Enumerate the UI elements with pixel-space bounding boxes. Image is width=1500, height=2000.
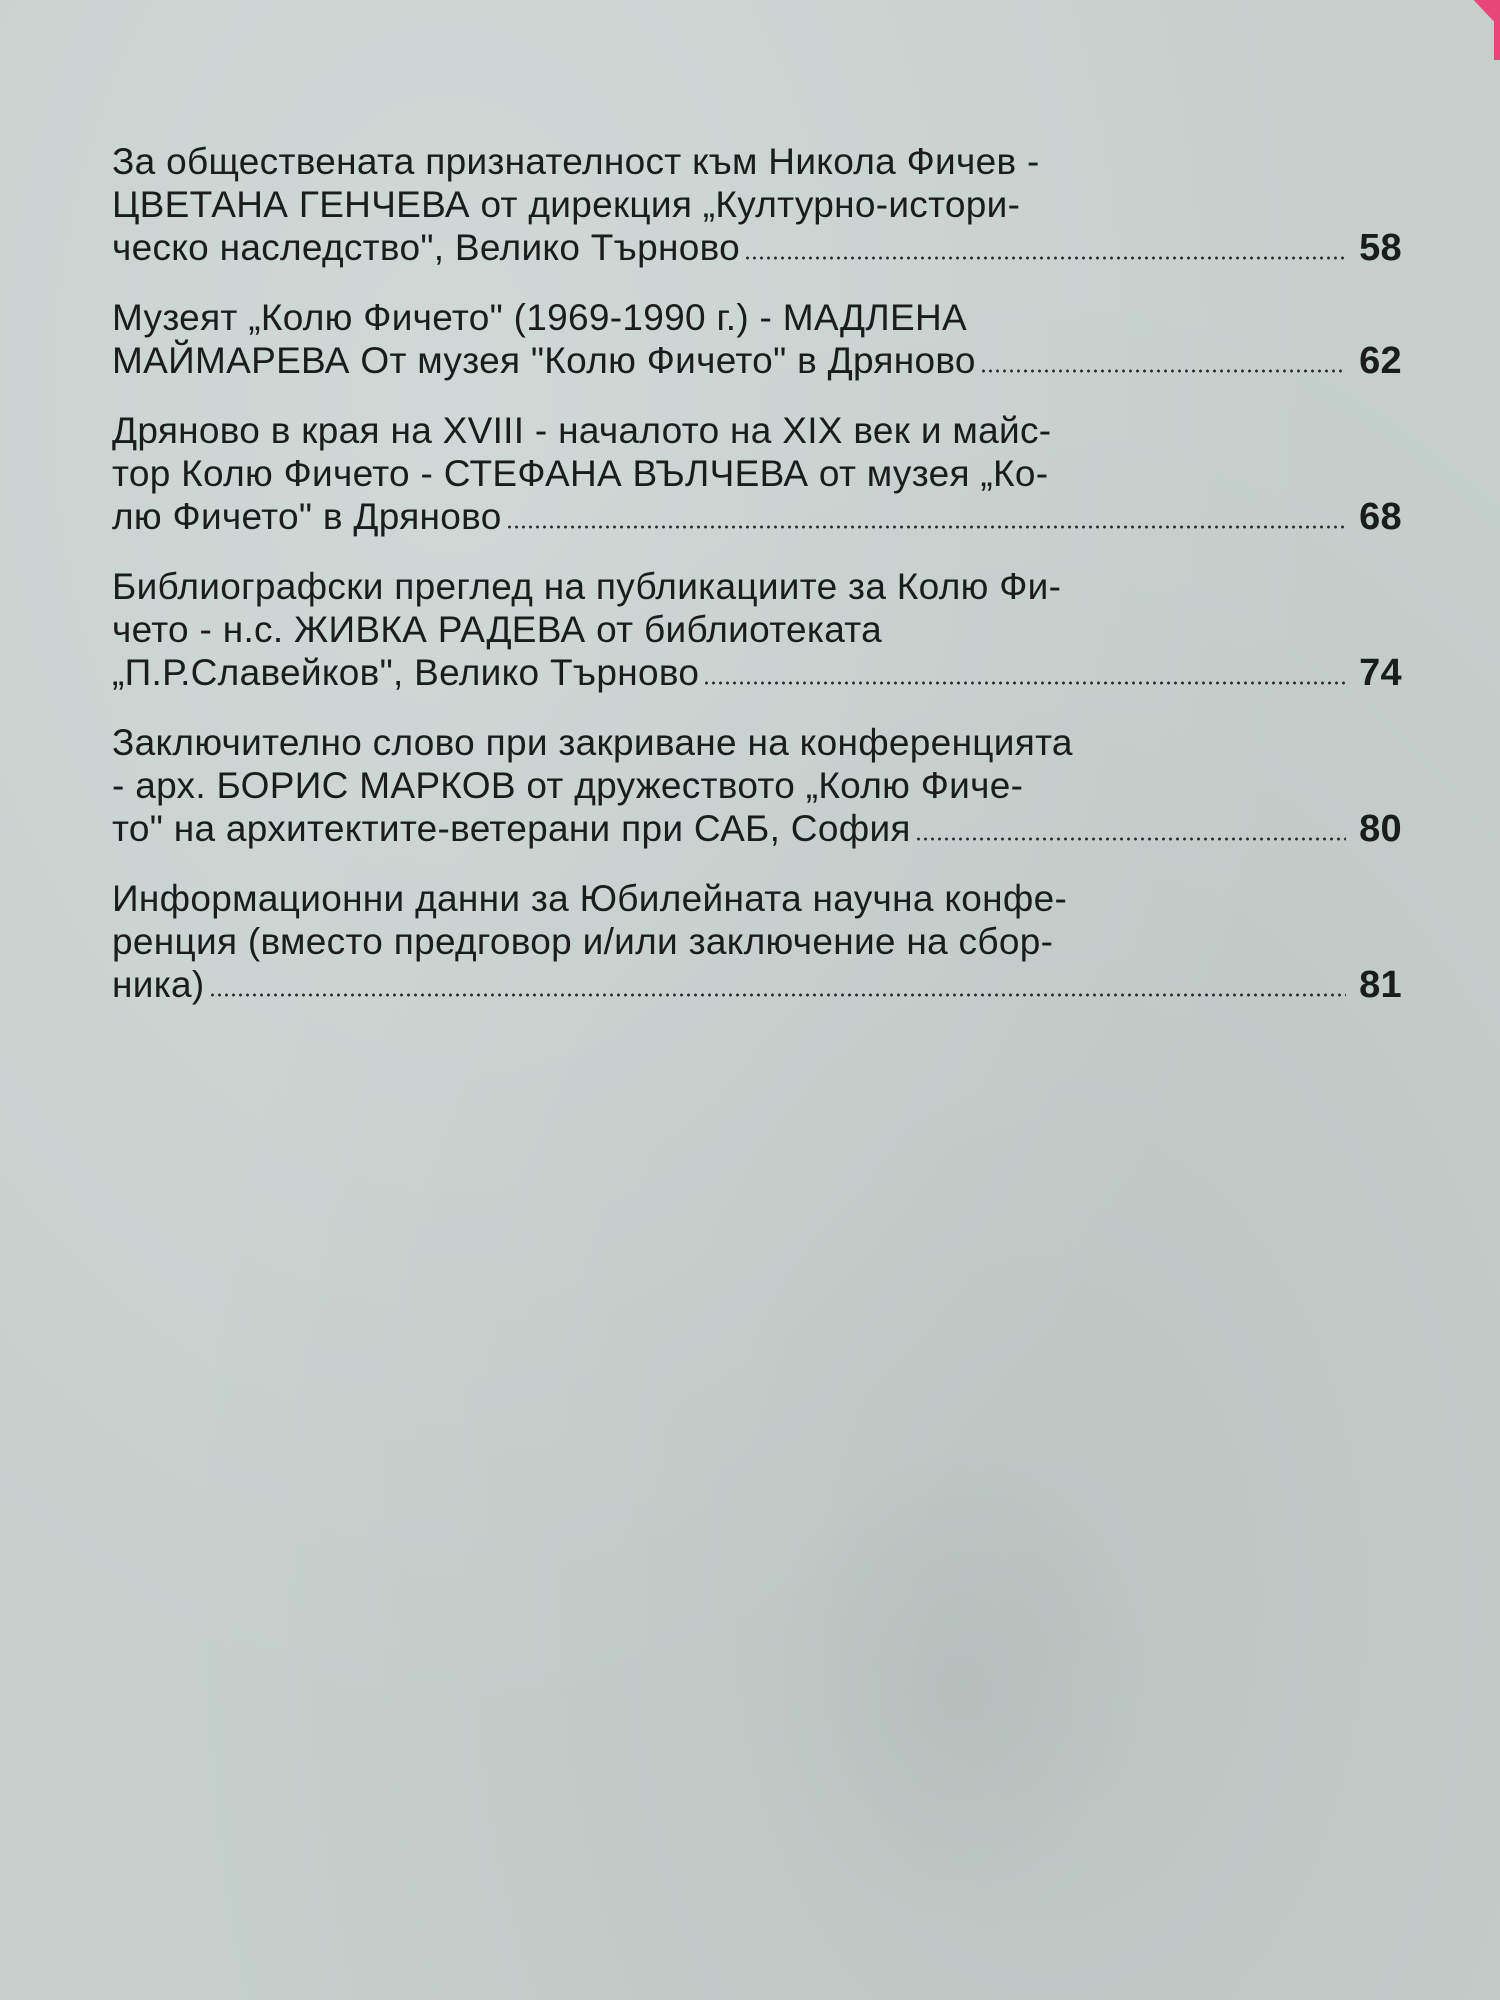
toc-entry-line: то" на архитектите-ветерани при САБ, София bbox=[112, 808, 911, 849]
toc-entry-line: Библиографски преглед на публикациите за Колю Фи- bbox=[112, 566, 1062, 607]
cover-edge bbox=[1494, 0, 1500, 60]
toc-entry[interactable] bbox=[112, 140, 1402, 270]
toc-entry[interactable] bbox=[112, 409, 1402, 539]
page-number: 74 bbox=[1359, 652, 1402, 694]
toc-entry-last-line bbox=[112, 495, 1402, 539]
dot-leader bbox=[209, 992, 1346, 998]
dot-leader bbox=[703, 680, 1346, 686]
page-number: 68 bbox=[1359, 496, 1402, 538]
toc-entry[interactable] bbox=[112, 296, 1402, 383]
toc-entry-line: - арх. БОРИС МАРКОВ от дружеството „Колю Фиче- bbox=[112, 765, 1024, 806]
toc-entry-line: МАЙМАРЕВА От музея "Колю Фичето" в Дряново bbox=[112, 340, 976, 381]
toc-entry-line: тор Колю Фичето - СТЕФАНА ВЪЛЧЕВА от музея „Ко- bbox=[112, 453, 1049, 494]
page-number: 80 bbox=[1359, 808, 1402, 850]
bleed-through bbox=[760, 1440, 1160, 1940]
page-number: 62 bbox=[1359, 340, 1402, 382]
dot-leader bbox=[506, 524, 1346, 530]
toc-entry[interactable] bbox=[112, 877, 1402, 1007]
toc-entry-last-line bbox=[112, 226, 1402, 270]
toc-entry-last-line bbox=[112, 339, 1402, 383]
toc-entry-line: ника) bbox=[112, 964, 205, 1005]
toc-entry-line: Заключително слово при закриване на конференцията bbox=[112, 722, 1073, 763]
toc-entry-line: лю Фичето" в Дряново bbox=[112, 496, 502, 537]
toc-entry-line: ЦВЕТАНА ГЕНЧЕВА от дирекция „Културно-истори- bbox=[112, 184, 1021, 225]
toc-entry[interactable] bbox=[112, 565, 1402, 695]
toc-entry-line: За обществената признателност към Никола Фичев - bbox=[112, 141, 1040, 182]
dot-leader bbox=[744, 255, 1346, 261]
dot-leader bbox=[915, 836, 1346, 842]
toc-entry-line: Дряново в края на XVIII - началото на XIX век и майс- bbox=[112, 410, 1052, 451]
table-of-contents bbox=[112, 140, 1402, 1033]
toc-entry[interactable] bbox=[112, 721, 1402, 851]
toc-entry-line: „П.Р.Славейков", Велико Търново bbox=[112, 652, 700, 693]
toc-entry-line: Музеят „Колю Фичето" (1969-1990 г.) - МАДЛЕНА bbox=[112, 297, 967, 338]
toc-entry-line: ренция (вместо предговор и/или заключение на сбор- bbox=[112, 921, 1054, 962]
page-number: 81 bbox=[1359, 964, 1402, 1006]
toc-entry-line: ческо наследство", Велико Търново bbox=[112, 227, 741, 268]
toc-entry-line: чето - н.с. ЖИВКА РАДЕВА от библиотеката bbox=[112, 609, 882, 650]
toc-entry-last-line bbox=[112, 963, 1402, 1007]
page-number: 58 bbox=[1359, 227, 1402, 269]
dot-leader bbox=[980, 368, 1346, 374]
toc-entry-last-line bbox=[112, 807, 1402, 851]
toc-entry-last-line bbox=[112, 651, 1402, 695]
toc-entry-line: Информационни данни за Юбилейната научна конфе- bbox=[112, 878, 1068, 919]
